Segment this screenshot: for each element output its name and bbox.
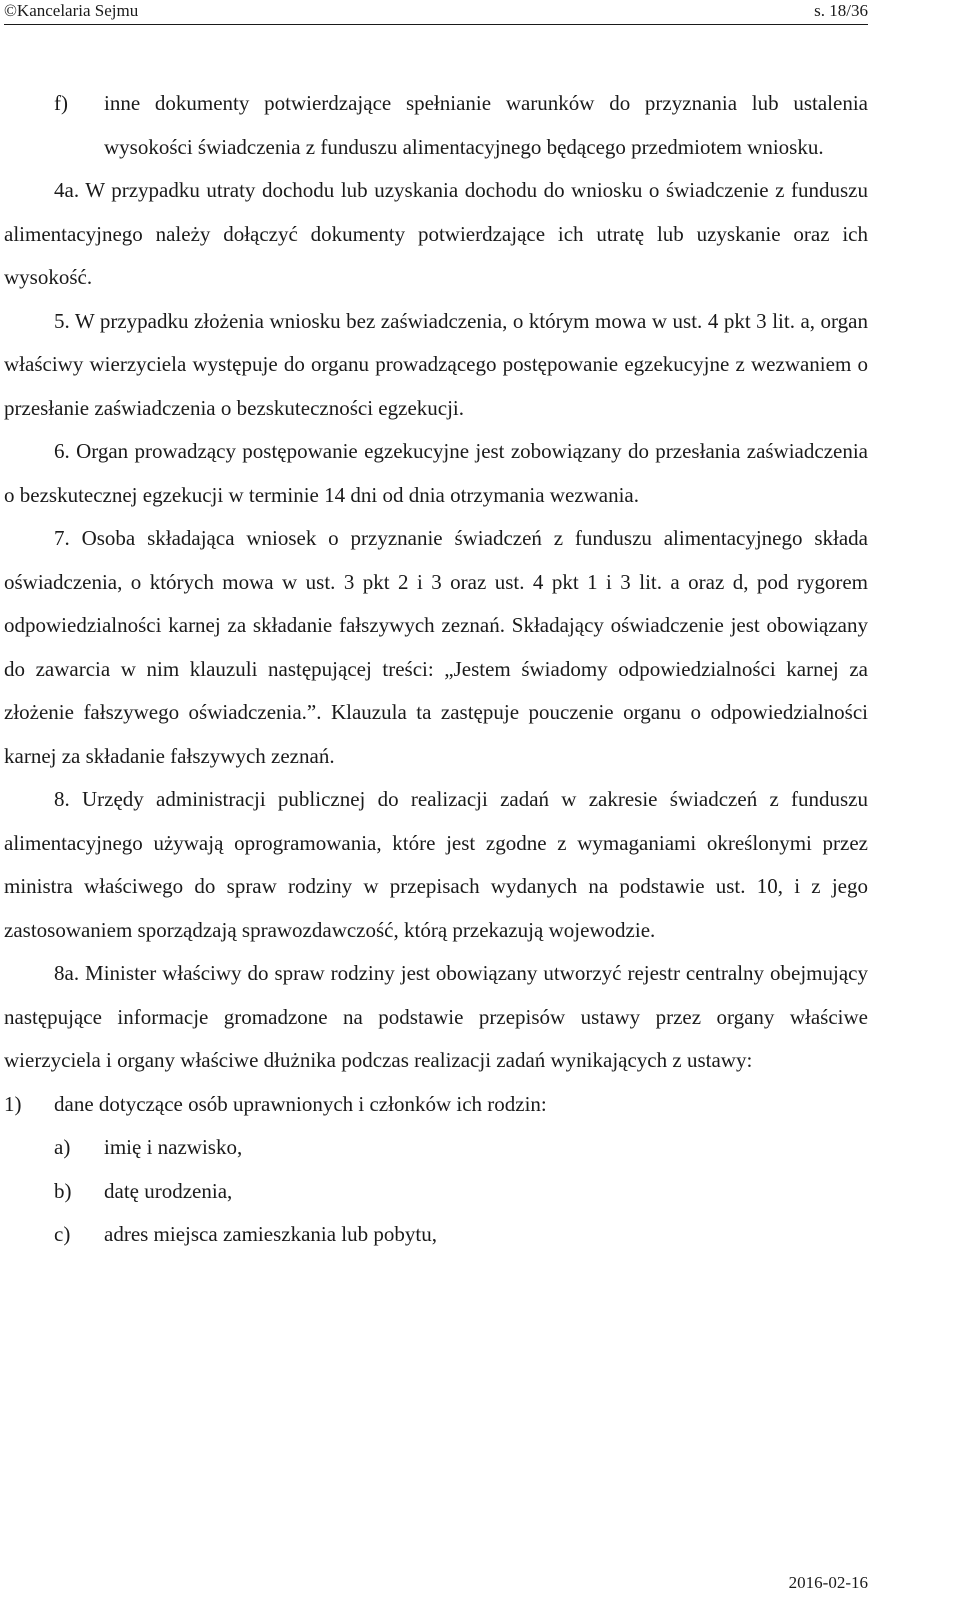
list-item-label: b) <box>54 1178 72 1203</box>
paragraph-6: 6. Organ prowadzący postępowanie egzekucyjne jest zobowiązany do przesłania zaświadczenia o bezskutecznej egzekucji w terminie 14 dni od dnia otrzymania wezwania. <box>4 439 868 507</box>
list-item-c <box>4 1213 868 1257</box>
list-item-text: imię i nazwisko, <box>104 1135 243 1159</box>
list-item-text: inne dokumenty potwierdzające spełnianie warunków do przyznania lub ustalenia wysokości świadczenia z funduszu alimentacyjnego będącego przedmiotem wniosku. <box>104 91 868 159</box>
document-date: 2016-02-16 <box>788 1573 868 1592</box>
list-item-label: f) <box>54 91 68 115</box>
list-item-label: c) <box>54 1222 71 1246</box>
paragraph-8: 8. Urzędy administracji publicznej do realizacji zadań w zakresie świadczeń z funduszu alimentacyjnego używają oprogramowania, które jest zgodne z wymaganiami określonymi przez ministra właściwego do spraw rodziny w przepisach wydanych na podstawie ust. 10, i z jego zastosowaniem sporządzają sprawozdawczość, którą przekazują wojewodzie. <box>4 787 868 942</box>
list-item-b <box>4 1170 868 1214</box>
page-number: s. 18/36 <box>814 1 868 20</box>
paragraph-7: 7. Osoba składająca wniosek o przyznanie świadczeń z funduszu alimentacyjnego składa oświadczenia, o których mowa w ust. 3 pkt 2 i 3 oraz ust. 4 pkt 1 i 3 lit. a oraz d, pod rygorem odpowiedzialności karnej za składanie fałszywych zeznań. Składający oświadczenie jest obowiązany do zawarcia w nim klauzuli następującej treści: „Jestem świadomy odpowiedzialności karnej za złożenie fałszywego oświadczenia.”. Klauzula ta zastępuje pouczenie organu o odpowiedzialności karnej za składanie fałszywych zeznań. <box>4 526 868 768</box>
list-item-a <box>4 1126 868 1170</box>
list-item-f <box>4 82 868 169</box>
list-item-text: dane dotyczące osób uprawnionych i członków ich rodzin: <box>54 1091 547 1116</box>
list-item-1 <box>4 1083 868 1127</box>
list-item-text: datę urodzenia, <box>104 1178 233 1203</box>
paragraph-5: 5. W przypadku złożenia wniosku bez zaświadczenia, o którym mowa w ust. 4 pkt 3 lit. a, organ właściwy wierzyciela występuje do organu prowadzącego postępowanie egzekucyjne z wezwaniem o przesłanie zaświadczenia o bezskuteczności egzekucji. <box>4 308 868 420</box>
list-item-label: a) <box>54 1135 71 1159</box>
paragraph-4a: 4a. W przypadku utraty dochodu lub uzyskania dochodu do wniosku o świadczenie z funduszu alimentacyjnego należy dołączyć dokumenty potwierdzające ich utratę lub uzyskanie oraz ich wysokość. <box>4 178 868 289</box>
document-body <box>4 82 868 1257</box>
list-item-text: adres miejsca zamieszkania lub pobytu, <box>104 1222 437 1246</box>
list-item-label: 1) <box>4 1091 22 1116</box>
page-header <box>4 0 868 25</box>
copyright-notice: ©Kancelaria Sejmu <box>4 1 139 20</box>
paragraph-8a: 8a. Minister właściwy do spraw rodziny jest obowiązany utworzyć rejestr centralny obejmujący następujące informacje gromadzone na podstawie przepisów ustawy przez organy właściwe wierzyciela i organy właściwe dłużnika podczas realizacji zadań wynikających z ustawy: <box>4 961 868 1072</box>
